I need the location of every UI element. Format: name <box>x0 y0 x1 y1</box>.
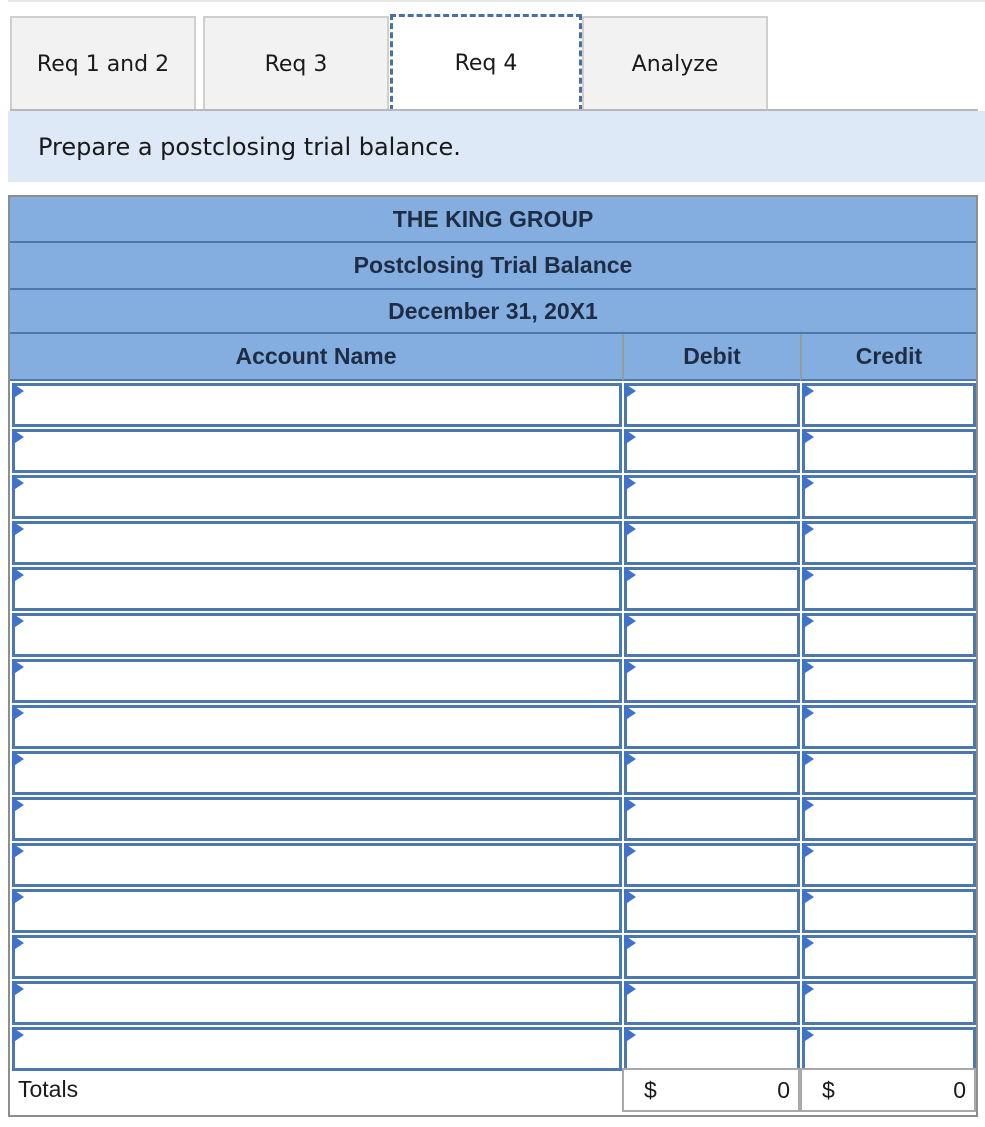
dropdown-marker-icon <box>624 475 636 491</box>
credit-cell[interactable] <box>802 383 976 427</box>
account-name-cell[interactable] <box>12 383 622 427</box>
statement-title: Postclosing Trial Balance <box>10 243 976 290</box>
dropdown-marker-icon <box>802 843 814 859</box>
debit-input[interactable] <box>627 662 797 700</box>
instruction-banner <box>8 111 985 182</box>
dropdown-marker-icon <box>802 981 814 997</box>
statement-date: December 31, 20X1 <box>10 290 976 334</box>
debit-cell[interactable] <box>624 797 800 841</box>
account-name-cell[interactable] <box>12 567 622 611</box>
dropdown-marker-icon <box>624 843 636 859</box>
account-name-input[interactable] <box>15 616 619 654</box>
dropdown-marker-icon <box>12 843 24 859</box>
company-name: THE KING GROUP <box>10 197 976 243</box>
dropdown-marker-icon <box>12 935 24 951</box>
requirement-tabs <box>10 14 978 111</box>
top-divider <box>8 0 985 2</box>
dropdown-marker-icon <box>12 613 24 629</box>
account-name-cell[interactable] <box>12 797 622 841</box>
debit-input[interactable] <box>627 570 797 608</box>
credit-input[interactable] <box>805 984 973 1022</box>
credit-input[interactable] <box>805 754 973 792</box>
dropdown-marker-icon <box>802 889 814 905</box>
dropdown-marker-icon <box>624 981 636 997</box>
dropdown-marker-icon <box>12 475 24 491</box>
dropdown-marker-icon <box>802 751 814 767</box>
tab-req-1-and-2[interactable] <box>10 16 196 110</box>
dropdown-marker-icon <box>802 567 814 583</box>
credit-cell[interactable] <box>802 567 976 611</box>
credit-cell[interactable] <box>802 843 976 887</box>
credit-cell[interactable] <box>802 659 976 703</box>
account-name-input[interactable] <box>15 984 619 1022</box>
debit-cell[interactable] <box>624 567 800 611</box>
credit-currency: $ <box>822 1076 835 1103</box>
trial-balance-table <box>8 195 978 1117</box>
debit-cell[interactable] <box>624 751 800 795</box>
dropdown-marker-icon <box>12 1027 24 1043</box>
debit-input[interactable] <box>627 754 797 792</box>
credit-input[interactable] <box>805 524 973 562</box>
dropdown-marker-icon <box>12 889 24 905</box>
account-name-cell[interactable] <box>12 981 622 1025</box>
account-name-cell[interactable] <box>12 1027 622 1071</box>
account-name-cell[interactable] <box>12 751 622 795</box>
account-name-cell[interactable] <box>12 429 622 473</box>
debit-input[interactable] <box>627 524 797 562</box>
account-name-input[interactable] <box>15 570 619 608</box>
dropdown-marker-icon <box>624 751 636 767</box>
account-name-input[interactable] <box>15 938 619 976</box>
debit-total-value: 0 <box>777 1076 790 1103</box>
account-name-input[interactable] <box>15 800 619 838</box>
dropdown-marker-icon <box>12 383 24 399</box>
account-name-cell[interactable] <box>12 889 622 933</box>
dropdown-marker-icon <box>802 429 814 445</box>
credit-input[interactable] <box>805 386 973 424</box>
dropdown-marker-icon <box>802 935 814 951</box>
credit-cell[interactable] <box>802 889 976 933</box>
credit-input[interactable] <box>805 1030 973 1068</box>
debit-input[interactable] <box>627 892 797 930</box>
dropdown-marker-icon <box>624 429 636 445</box>
account-name-input[interactable] <box>15 1030 619 1068</box>
credit-cell[interactable] <box>802 521 976 565</box>
credit-input[interactable] <box>805 938 973 976</box>
account-name-input[interactable] <box>15 754 619 792</box>
credit-cell[interactable] <box>802 705 976 749</box>
dropdown-marker-icon <box>802 613 814 629</box>
account-name-cell[interactable] <box>12 521 622 565</box>
debit-input[interactable] <box>627 708 797 746</box>
credit-cell[interactable] <box>802 613 976 657</box>
totals-label: Totals <box>18 1076 79 1102</box>
account-name-input[interactable] <box>15 846 619 884</box>
debit-cell[interactable] <box>624 935 800 979</box>
dropdown-marker-icon <box>624 1027 636 1043</box>
dropdown-marker-icon <box>624 521 636 537</box>
account-name-input[interactable] <box>15 892 619 930</box>
dropdown-marker-icon <box>12 751 24 767</box>
account-name-input[interactable] <box>15 662 619 700</box>
debit-cell[interactable] <box>624 475 800 519</box>
dropdown-marker-icon <box>802 705 814 721</box>
credit-cell[interactable] <box>802 1027 976 1071</box>
credit-cell[interactable] <box>802 475 976 519</box>
dropdown-marker-icon <box>12 659 24 675</box>
debit-input[interactable] <box>627 616 797 654</box>
tab-label: Req 4 <box>454 50 518 76</box>
account-name-cell[interactable] <box>12 613 622 657</box>
dropdown-marker-icon <box>802 521 814 537</box>
dropdown-marker-icon <box>12 521 24 537</box>
debit-input[interactable] <box>627 800 797 838</box>
account-name-cell[interactable] <box>12 659 622 703</box>
account-name-input[interactable] <box>15 478 619 516</box>
debit-input[interactable] <box>627 984 797 1022</box>
dropdown-marker-icon <box>802 383 814 399</box>
account-name-input[interactable] <box>15 708 619 746</box>
column-header-account: Account Name <box>10 334 622 381</box>
dropdown-marker-icon <box>624 889 636 905</box>
tab-label: Req 3 <box>264 51 328 77</box>
debit-cell[interactable] <box>624 429 800 473</box>
credit-input[interactable] <box>805 846 973 884</box>
account-name-cell[interactable] <box>12 935 622 979</box>
column-header-debit: Debit <box>622 334 800 381</box>
dropdown-marker-icon <box>624 797 636 813</box>
debit-cell[interactable] <box>624 613 800 657</box>
credit-total-value: 0 <box>953 1076 966 1103</box>
credit-input[interactable] <box>805 616 973 654</box>
debit-cell[interactable] <box>624 521 800 565</box>
account-name-input[interactable] <box>15 524 619 562</box>
credit-input[interactable] <box>805 800 973 838</box>
debit-input[interactable] <box>627 432 797 470</box>
dropdown-marker-icon <box>802 797 814 813</box>
dropdown-marker-icon <box>802 1027 814 1043</box>
debit-currency: $ <box>644 1076 657 1103</box>
debit-cell[interactable] <box>624 843 800 887</box>
credit-input[interactable] <box>805 708 973 746</box>
tab-label: Analyze <box>631 51 719 77</box>
debit-cell[interactable] <box>624 659 800 703</box>
instruction-text: Prepare a postclosing trial balance. <box>38 132 461 161</box>
tab-req-3[interactable] <box>203 16 389 110</box>
debit-cell[interactable] <box>624 705 800 749</box>
account-name-cell[interactable] <box>12 843 622 887</box>
account-name-input[interactable] <box>15 432 619 470</box>
dropdown-marker-icon <box>624 705 636 721</box>
dropdown-marker-icon <box>12 567 24 583</box>
account-name-cell[interactable] <box>12 475 622 519</box>
dropdown-marker-icon <box>624 383 636 399</box>
dropdown-marker-icon <box>624 935 636 951</box>
dropdown-marker-icon <box>12 981 24 997</box>
dropdown-marker-icon <box>12 429 24 445</box>
dropdown-marker-icon <box>624 659 636 675</box>
dropdown-marker-icon <box>624 567 636 583</box>
dropdown-marker-icon <box>624 613 636 629</box>
debit-cell[interactable] <box>624 981 800 1025</box>
dropdown-marker-icon <box>12 797 24 813</box>
debit-input[interactable] <box>627 938 797 976</box>
debit-input[interactable] <box>627 846 797 884</box>
debit-input[interactable] <box>627 478 797 516</box>
debit-cell[interactable] <box>624 383 800 427</box>
credit-cell[interactable] <box>802 935 976 979</box>
account-name-cell[interactable] <box>12 705 622 749</box>
debit-total <box>622 1068 800 1112</box>
debit-cell[interactable] <box>624 1027 800 1071</box>
credit-input[interactable] <box>805 662 973 700</box>
debit-cell[interactable] <box>624 889 800 933</box>
debit-input[interactable] <box>627 1030 797 1068</box>
account-name-input[interactable] <box>15 386 619 424</box>
dropdown-marker-icon <box>12 705 24 721</box>
credit-cell[interactable] <box>802 797 976 841</box>
credit-cell[interactable] <box>802 981 976 1025</box>
dropdown-marker-icon <box>802 475 814 491</box>
dropdown-marker-icon <box>802 659 814 675</box>
totals-row <box>10 1067 976 1115</box>
credit-input[interactable] <box>805 478 973 516</box>
credit-total <box>800 1068 976 1112</box>
credit-input[interactable] <box>805 570 973 608</box>
credit-cell[interactable] <box>802 751 976 795</box>
tab-req-4[interactable] <box>390 14 582 111</box>
debit-input[interactable] <box>627 386 797 424</box>
tab-analyze[interactable] <box>582 16 768 110</box>
credit-input[interactable] <box>805 432 973 470</box>
credit-cell[interactable] <box>802 429 976 473</box>
credit-input[interactable] <box>805 892 973 930</box>
tab-label: Req 1 and 2 <box>36 51 170 77</box>
column-header-credit: Credit <box>800 334 976 381</box>
